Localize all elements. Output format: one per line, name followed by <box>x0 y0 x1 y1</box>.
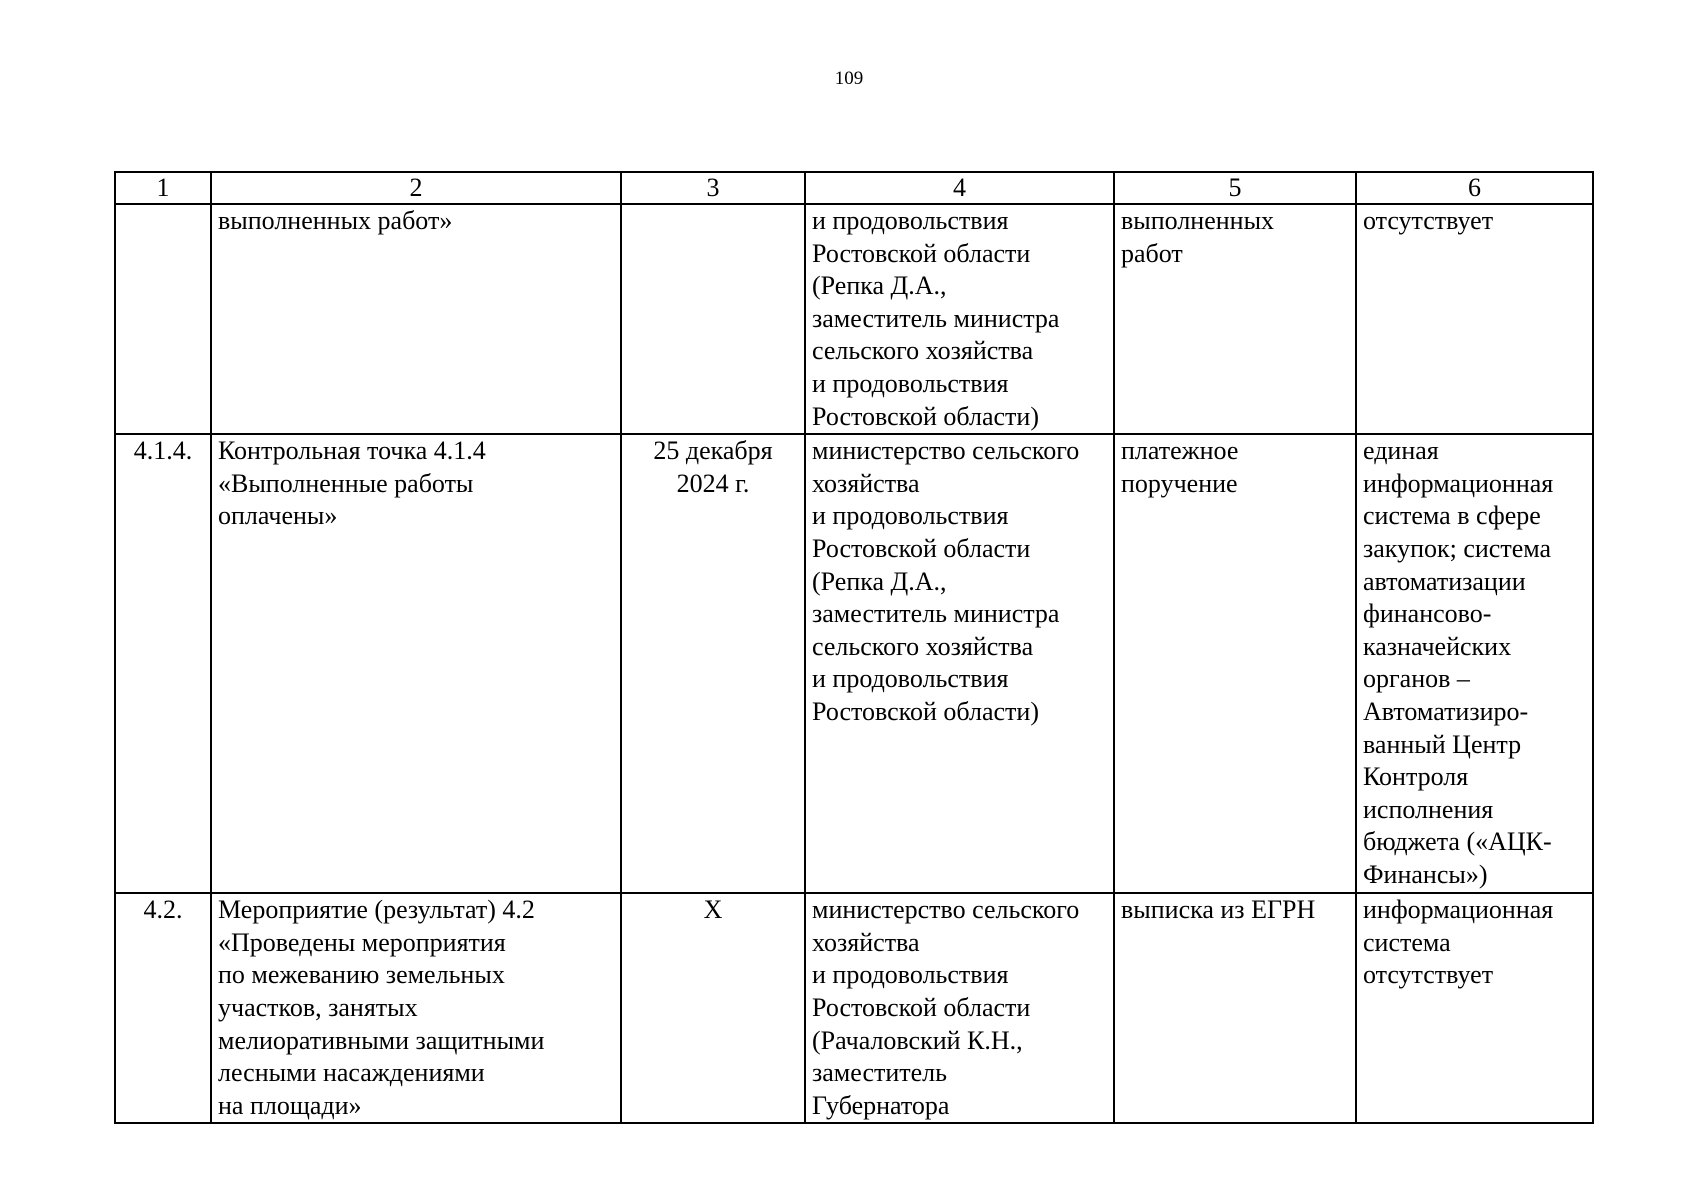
info-system-cell: единая информационная система в сфере закупок; система автоматизации финансово- казначейских органов – Автоматизиро- ванный Центр Контроля исполнения бюджета («АЦК- Финансы») <box>1356 434 1593 893</box>
responsible-cell: министерство сельского хозяйства и продовольствия Ростовской области (Репка Д.А., заместитель министра сельского хозяйства и продовольствия Ростовской области) <box>805 434 1114 893</box>
column-header-5: 5 <box>1114 172 1356 204</box>
column-header-3: 3 <box>621 172 805 204</box>
page-number: 109 <box>834 68 864 89</box>
info-system-cell: информационная система отсутствует <box>1356 893 1593 1123</box>
table-row <box>115 893 1593 1123</box>
column-header-1: 1 <box>115 172 211 204</box>
row-number-cell <box>115 204 211 434</box>
table-header-row <box>115 172 1593 204</box>
row-number-cell: 4.1.4. <box>115 434 211 893</box>
document-type-cell: выписка из ЕГРН <box>1114 893 1356 1123</box>
column-header-6: 6 <box>1356 172 1593 204</box>
responsible-cell: министерство сельского хозяйства и продовольствия Ростовской области (Рачаловский К.Н., заместитель Губернатора <box>805 893 1114 1123</box>
info-system-cell: отсутствует <box>1356 204 1593 434</box>
column-header-2: 2 <box>211 172 621 204</box>
name-cell: Мероприятие (результат) 4.2 «Проведены мероприятия по межеванию земельных участков, занятых мелиоративными защитными лесными насаждениями на площади» <box>211 893 621 1123</box>
document-table <box>114 171 1594 1124</box>
deadline-cell <box>621 204 805 434</box>
responsible-cell: и продовольствия Ростовской области (Репка Д.А., заместитель министра сельского хозяйства и продовольствия Ростовской области) <box>805 204 1114 434</box>
document-type-cell: платежное поручение <box>1114 434 1356 893</box>
table-row <box>115 434 1593 893</box>
row-number-cell: 4.2. <box>115 893 211 1123</box>
deadline-cell: 25 декабря 2024 г. <box>621 434 805 893</box>
table-row <box>115 204 1593 434</box>
name-cell: выполненных работ» <box>211 204 621 434</box>
column-header-4: 4 <box>805 172 1114 204</box>
document-type-cell: выполненных работ <box>1114 204 1356 434</box>
name-cell: Контрольная точка 4.1.4 «Выполненные работы оплачены» <box>211 434 621 893</box>
deadline-cell: Х <box>621 893 805 1123</box>
